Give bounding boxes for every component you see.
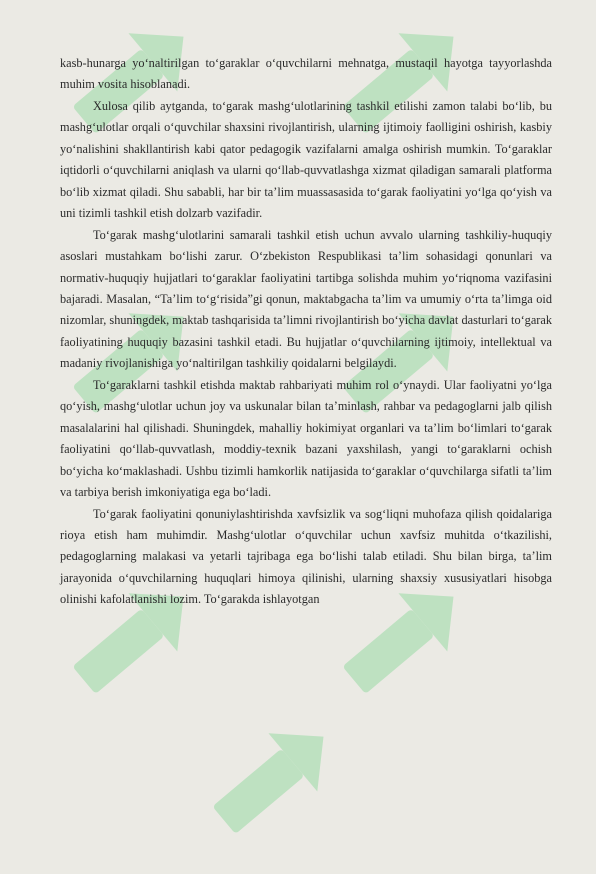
paragraph: To‘garak faoliyatini qonuniylashtirishda xavfsizlik va sog‘liqni muhofaza qilish qoidalariga rioya etish ham muhimdir. Mashg‘ulotlar o‘quvchilar uchun xavfsiz muhitda o‘tkazilishi, pedagoglarning malakasi va yetarli tajribaga ega bo‘lishi talab etiladi. Shu bilan birga, ta’lim jarayonida o‘quvchilarning huquqlari himoya qilinishi, ularning shaxsiy xususiyatlari hisobga olinishi kafolatlanishi lozim. To‘garakda ishlayotgan [60,506,552,607]
document-body [60,53,552,611]
paragraph: kasb-hunarga yo‘naltirilgan to‘garaklar o‘quvchilarni mehnatga, mustaqil hayotga tayyorlashda muhim vosita hisoblanadi. [60,56,552,92]
paragraph: Xulosa qilib aytganda, to‘garak mashg‘ulotlarining tashkil etilishi zamon talabi bo‘lib, bu mashg‘ulotlar orqali o‘quvchilar shaxsini rivojlantirish, ularning ijtimoiy faolligini oshirish, kasbiy yo‘nalishini shakllantirish kabi qator pedagogik vazifalarni amalga oshirish mumkin. To‘garaklar iqtidorli o‘quvchilarni aniqlash va ularni qo‘llab-quvvatlashga xizmat qiladigan samarali platforma bo‘lib xizmat qiladi. Shu sababli, har bir ta’lim muassasasida to‘garak faoliyatini yo‘lga qo‘yish va uni tizimli tashkil etish dolzarb vazifadir. [60,98,552,221]
watermark-logo [179,686,371,874]
paragraph: To‘garak mashg‘ulotlarini samarali tashkil etish uchun avvalo ularning tashkiliy-huquqiy asoslari mustahkam bo‘lishi zarur. O‘zbekiston Respublikasi ta’lim sohasidagi qonunlari va normativ-huquqiy hujjatlari to‘garaklar faoliyatini tartibga solishda muhim yo‘riqnoma vazifasini bajaradi. Masalan, “Ta’lim to‘g‘risida”gi qonun, maktabgacha ta’lim va umumiy o‘rta ta’limga oid nizomlar, shuningdek, maktab tashqarisida ta’limni rivojlantirish bo‘yicha davlat dasturlari to‘garak faoliyatining huquqiy bazasini tashkil etadi. Bu hujjatlar o‘quvchilarning ijtimoiy, intellektual va madaniy rivojlanishiga yo‘naltirilgan tashkiliy qoidalarni belgilaydi. [60,227,552,371]
paragraph: To‘garaklarni tashkil etishda maktab rahbariyati muhim rol o‘ynaydi. Ular faoliyatni yo‘lga qo‘yish, mashg‘ulotlar uchun joy va uskunalar bilan ta’minlash, rahbar va pedagoglarni jalb qilish masalalarini hal qilishadi. Shuningdek, mahalliy hokimiyat organlari va ta’lim bo‘limlari to‘garak faoliyatini qo‘llab-quvvatlash, moddiy-texnik bazani yaxshilash, yangi to‘garaklarni ochish bo‘yicha ko‘maklashadi. Ushbu tizimli hamkorlik natijasida to‘garaklar o‘quvchilarga sifatli ta’lim va tarbiya berish imkoniyatiga ega bo‘ladi. [60,377,552,500]
